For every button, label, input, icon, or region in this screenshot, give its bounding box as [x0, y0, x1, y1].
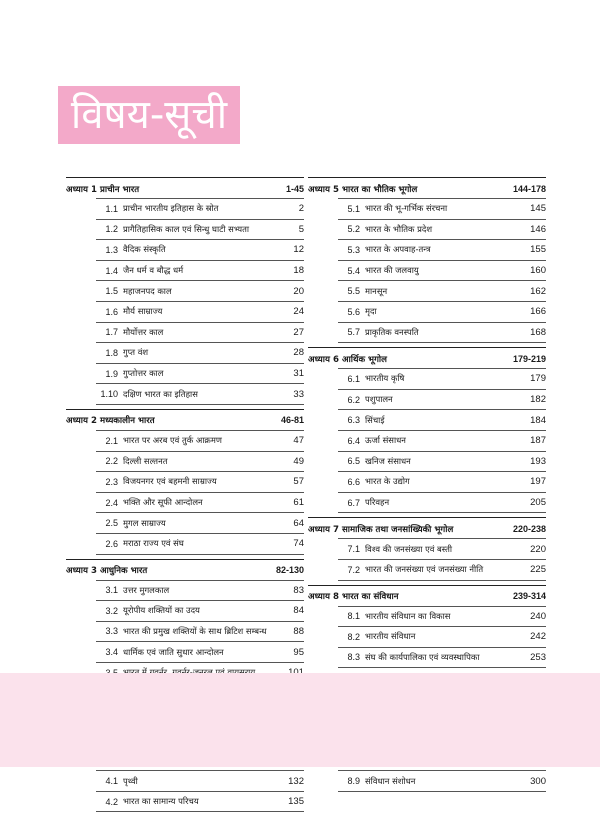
entry-number: 7.2 — [347, 564, 360, 575]
entry-number: 1.7 — [105, 327, 118, 338]
entry-title: गुप्तोत्तर काल — [123, 368, 164, 379]
entry-number: 6.2 — [347, 394, 360, 405]
chapter-title: अध्याय 3 आधुनिक भारत — [66, 566, 148, 576]
chapter-title: अध्याय 2 मध्यकालीन भारत — [66, 416, 155, 427]
entry-page: 88 — [293, 625, 304, 637]
chapter-heading[interactable] — [308, 517, 546, 538]
entry-number: 1.8 — [105, 347, 118, 358]
page-title: विषय-सूची — [58, 86, 240, 144]
entry-title: संविधान संशोधन — [365, 775, 416, 786]
entry-title: मौर्य साम्राज्य — [123, 306, 163, 317]
entry-page: 162 — [530, 285, 546, 297]
entry-number: 8.9 — [347, 776, 360, 787]
entry-title: भारतीय कृषि — [365, 373, 405, 384]
entry-page: 33 — [293, 388, 304, 400]
entry-number: 1.2 — [105, 224, 118, 235]
toc-entry[interactable] — [96, 363, 304, 384]
toc-entry[interactable] — [338, 409, 546, 430]
entry-page: 187 — [530, 435, 546, 447]
toc-entry[interactable] — [96, 580, 304, 601]
entry-page: 57 — [293, 476, 304, 488]
entry-title: भारतीय संविधान — [365, 631, 416, 642]
toc-entry[interactable] — [338, 451, 546, 472]
entry-page: 12 — [293, 244, 304, 256]
entry-number: 6.6 — [347, 476, 360, 487]
entry-number: 8.3 — [347, 652, 360, 663]
entry-title: विश्व की जनसंख्या एवं बस्ती — [365, 543, 453, 554]
chapter-heading[interactable] — [66, 559, 304, 580]
entry-number: 1.3 — [105, 244, 118, 255]
chapter-page-range: 239-314 — [512, 591, 546, 601]
entry-number: 6.3 — [347, 415, 360, 426]
chapter-title: अध्याय 5 भारत का भौतिक भूगोल — [308, 184, 418, 195]
chapter-heading[interactable] — [308, 585, 546, 606]
entry-title: भक्ति और सूफी आन्दोलन — [123, 497, 203, 508]
entry-page: 132 — [288, 775, 304, 787]
entry-number: 3.2 — [105, 605, 118, 616]
entry-title: भारत के भौतिक प्रदेश — [365, 223, 433, 234]
entry-title: भारत के अपवाह-तन्त्र — [365, 244, 431, 255]
entry-page: 184 — [530, 414, 546, 426]
toc-entry[interactable] — [338, 471, 546, 492]
entry-page: 74 — [293, 538, 304, 550]
toc-entry[interactable] — [338, 770, 546, 792]
toc-entry[interactable] — [338, 322, 546, 344]
entry-number: 5.6 — [347, 306, 360, 317]
toc-entry[interactable] — [338, 198, 546, 219]
toc-entry[interactable] — [96, 198, 304, 219]
entry-number: 1.4 — [105, 265, 118, 276]
chapter-page-range: 220-238 — [512, 523, 546, 534]
entry-page: 20 — [293, 285, 304, 297]
toc-entry[interactable] — [96, 791, 304, 813]
toc-entry[interactable] — [338, 626, 546, 647]
entry-title: मराठा राज्य एवं संघ — [123, 538, 184, 549]
entry-page: 95 — [293, 646, 304, 658]
chapter-heading[interactable] — [66, 409, 304, 430]
chapter-title: अध्याय 1 प्राचीन भारत — [66, 184, 140, 195]
entry-title: भारत की प्रमुख शक्तियों के साथ ब्रिटिश सम्बन्ध — [123, 625, 267, 636]
toc-chapter-section — [308, 347, 546, 513]
toc-chapter-section — [308, 177, 546, 343]
entry-page: 220 — [530, 543, 546, 555]
entry-page: 18 — [293, 265, 304, 277]
entry-page: 166 — [530, 306, 546, 318]
entry-number: 3.4 — [105, 647, 118, 658]
entry-number: 2.1 — [105, 435, 118, 446]
entry-number: 6.1 — [347, 373, 360, 384]
toc-chapter-section — [308, 517, 546, 580]
entry-number: 5.3 — [347, 244, 360, 255]
entry-title: पशुपालन — [365, 394, 393, 405]
entry-title: मुगल साम्राज्य — [123, 517, 166, 528]
toc-entry[interactable] — [96, 322, 304, 343]
entry-title: प्राकृतिक वनस्पति — [365, 326, 419, 337]
toc-entry[interactable] — [338, 280, 546, 301]
entry-number: 8.1 — [347, 611, 360, 622]
entry-title: भारत की भू-गर्भिक संरचना — [365, 203, 448, 214]
entry-title: भारत की जलवायु — [365, 265, 419, 276]
entry-page: 179 — [530, 373, 546, 385]
toc-entry[interactable] — [338, 559, 546, 581]
entry-number: 7.1 — [347, 544, 360, 555]
entry-title: सिंचाई — [365, 414, 385, 425]
entry-title: दिल्ली सल्तनत — [123, 455, 168, 466]
entry-page: 205 — [530, 497, 546, 509]
chapter-title: अध्याय 7 सामाजिक तथा जनसांख्यिकी भूगोल — [308, 524, 454, 535]
entry-title: विजयनगर एवं बहमनी साम्राज्य — [123, 476, 217, 487]
entry-title: संघ की कार्यपालिका एवं व्यवस्थापिका — [365, 651, 480, 662]
entry-page: 135 — [288, 796, 304, 808]
entry-page: 31 — [293, 368, 304, 380]
chapter-page-range: 144-178 — [512, 183, 546, 194]
entry-number: 2.4 — [105, 497, 118, 508]
entry-number: 4.2 — [105, 796, 118, 807]
entry-title: भारत की जनसंख्या एवं जनसंख्या नीति — [365, 564, 484, 575]
entry-title: वैदिक संस्कृति — [123, 244, 166, 255]
entry-number: 2.2 — [105, 456, 118, 467]
toc-entry[interactable] — [96, 260, 304, 281]
entry-page: 300 — [530, 775, 546, 787]
chapter-page-range: 46-81 — [280, 415, 304, 426]
entry-title: भारत के उद्योग — [365, 476, 410, 487]
entry-title: दक्षिण भारत का इतिहास — [123, 388, 198, 399]
toc-entry[interactable] — [96, 301, 304, 322]
entry-number: 1.9 — [105, 368, 118, 379]
entry-number: 5.1 — [347, 203, 360, 214]
toc-chapter-section — [66, 409, 304, 555]
entry-page: 28 — [293, 347, 304, 359]
entry-number: 1.6 — [105, 306, 118, 317]
entry-page: 242 — [530, 631, 546, 643]
entry-number: 4.1 — [105, 776, 118, 787]
entry-page: 47 — [293, 435, 304, 447]
chapter-heading[interactable] — [308, 347, 546, 368]
chapter-heading[interactable] — [308, 177, 546, 198]
entry-title: खनिज संसाधन — [365, 455, 411, 466]
chapter-title: अध्याय 8 भारत का संविधान — [308, 592, 399, 602]
entry-title: प्रागैतिहासिक काल एवं सिन्धु घाटी सभ्यता — [123, 223, 250, 234]
entry-page: 146 — [530, 223, 546, 235]
entry-page: 225 — [530, 564, 546, 576]
entry-page: 84 — [293, 605, 304, 617]
toc-entry[interactable] — [338, 219, 546, 240]
entry-number: 2.3 — [105, 476, 118, 487]
toc-entry[interactable] — [338, 647, 546, 668]
entry-number: 1.10 — [100, 389, 118, 400]
entry-title: भारत पर अरब एवं तुर्क आक्रमण — [123, 435, 222, 446]
chapter-heading[interactable] — [66, 177, 304, 198]
toc-entry[interactable] — [338, 301, 546, 322]
entry-page: 83 — [293, 584, 304, 596]
entry-number: 6.5 — [347, 456, 360, 467]
entry-page: 61 — [293, 497, 304, 509]
entry-title: धार्मिक एवं जाति सुधार आन्दोलन — [123, 646, 224, 657]
entry-title: परिवहन — [365, 497, 390, 508]
entry-page: 160 — [530, 265, 546, 277]
toc-entry[interactable] — [96, 471, 304, 492]
toc-entry[interactable] — [96, 770, 304, 791]
entry-title: मृदा — [365, 306, 377, 317]
entry-page: 24 — [293, 306, 304, 318]
entry-number: 1.5 — [105, 286, 118, 297]
entry-number: 5.5 — [347, 286, 360, 297]
toc-entry[interactable] — [96, 430, 304, 451]
entry-title: भारत का सामान्य परिचय — [123, 796, 199, 807]
entry-page: 197 — [530, 476, 546, 488]
toc-entry[interactable] — [338, 606, 546, 627]
toc-chapter-section — [66, 177, 304, 405]
chapter-page-range: 1-45 — [285, 183, 304, 194]
entry-page: 49 — [293, 455, 304, 467]
toc-entry[interactable] — [96, 219, 304, 240]
toc-entry[interactable] — [338, 430, 546, 451]
entry-title: गुप्त वंश — [123, 347, 149, 358]
toc-entry[interactable] — [96, 533, 304, 555]
toc-entry[interactable] — [338, 492, 546, 514]
toc-entry[interactable] — [338, 368, 546, 389]
chapter-page-range: 82-130 — [275, 565, 304, 575]
entry-title: महाजनपद काल — [123, 285, 172, 296]
toc-entry[interactable] — [96, 512, 304, 533]
toc-entry[interactable] — [338, 239, 546, 260]
entry-number: 5.4 — [347, 265, 360, 276]
entry-number: 6.7 — [347, 497, 360, 508]
entry-title: उत्तर मुगलकाल — [123, 584, 170, 595]
entry-number: 8.2 — [347, 631, 360, 642]
entry-title: मौर्योत्तर काल — [123, 326, 164, 337]
entry-page: 193 — [530, 455, 546, 467]
entry-number: 3.3 — [105, 626, 118, 637]
entry-number: 6.4 — [347, 435, 360, 446]
toc-entry[interactable] — [96, 280, 304, 301]
toc-entry[interactable] — [96, 492, 304, 513]
entry-page: 145 — [530, 203, 546, 215]
entry-title: भारतीय संविधान का विकास — [365, 610, 451, 621]
entry-page: 253 — [530, 651, 546, 663]
toc-entry[interactable] — [338, 389, 546, 410]
footer-band — [0, 673, 600, 767]
entry-page: 64 — [293, 517, 304, 529]
toc-entry[interactable] — [96, 641, 304, 662]
toc-entry[interactable] — [96, 239, 304, 260]
entry-title: जैन धर्म व बौद्ध धर्म — [123, 265, 184, 276]
entry-page: 240 — [530, 610, 546, 622]
entry-page: 27 — [293, 326, 304, 338]
chapter-title: अध्याय 6 आर्थिक भूगोल — [308, 354, 387, 365]
entry-title: प्राचीन भारतीय इतिहास के स्रोत — [123, 203, 219, 214]
toc-entry[interactable] — [96, 621, 304, 642]
entry-number: 2.6 — [105, 538, 118, 549]
entry-title: ऊर्जा संसाधन — [365, 435, 406, 446]
chapter-page-range: 179-219 — [512, 353, 546, 364]
entry-page: 168 — [530, 326, 546, 338]
toc-entry[interactable] — [96, 383, 304, 405]
entry-number: 1.1 — [105, 203, 118, 214]
entry-page: 155 — [530, 244, 546, 256]
toc-entry[interactable] — [96, 600, 304, 621]
toc-entry[interactable] — [96, 451, 304, 472]
entry-title: यूरोपीय शक्तियों का उदय — [123, 605, 200, 616]
entry-page: 5 — [298, 223, 304, 235]
toc-entry[interactable] — [338, 260, 546, 281]
entry-page: 2 — [298, 203, 304, 215]
entry-number: 3.1 — [105, 585, 118, 596]
entry-number: 5.7 — [347, 327, 360, 338]
entry-title: पृथ्वी — [123, 775, 138, 786]
toc-entry[interactable] — [96, 342, 304, 363]
entry-page: 182 — [530, 394, 546, 406]
entry-title: मानसून — [365, 285, 388, 296]
toc-entry[interactable] — [338, 538, 546, 559]
entry-number: 2.5 — [105, 518, 118, 529]
entry-number: 5.2 — [347, 224, 360, 235]
